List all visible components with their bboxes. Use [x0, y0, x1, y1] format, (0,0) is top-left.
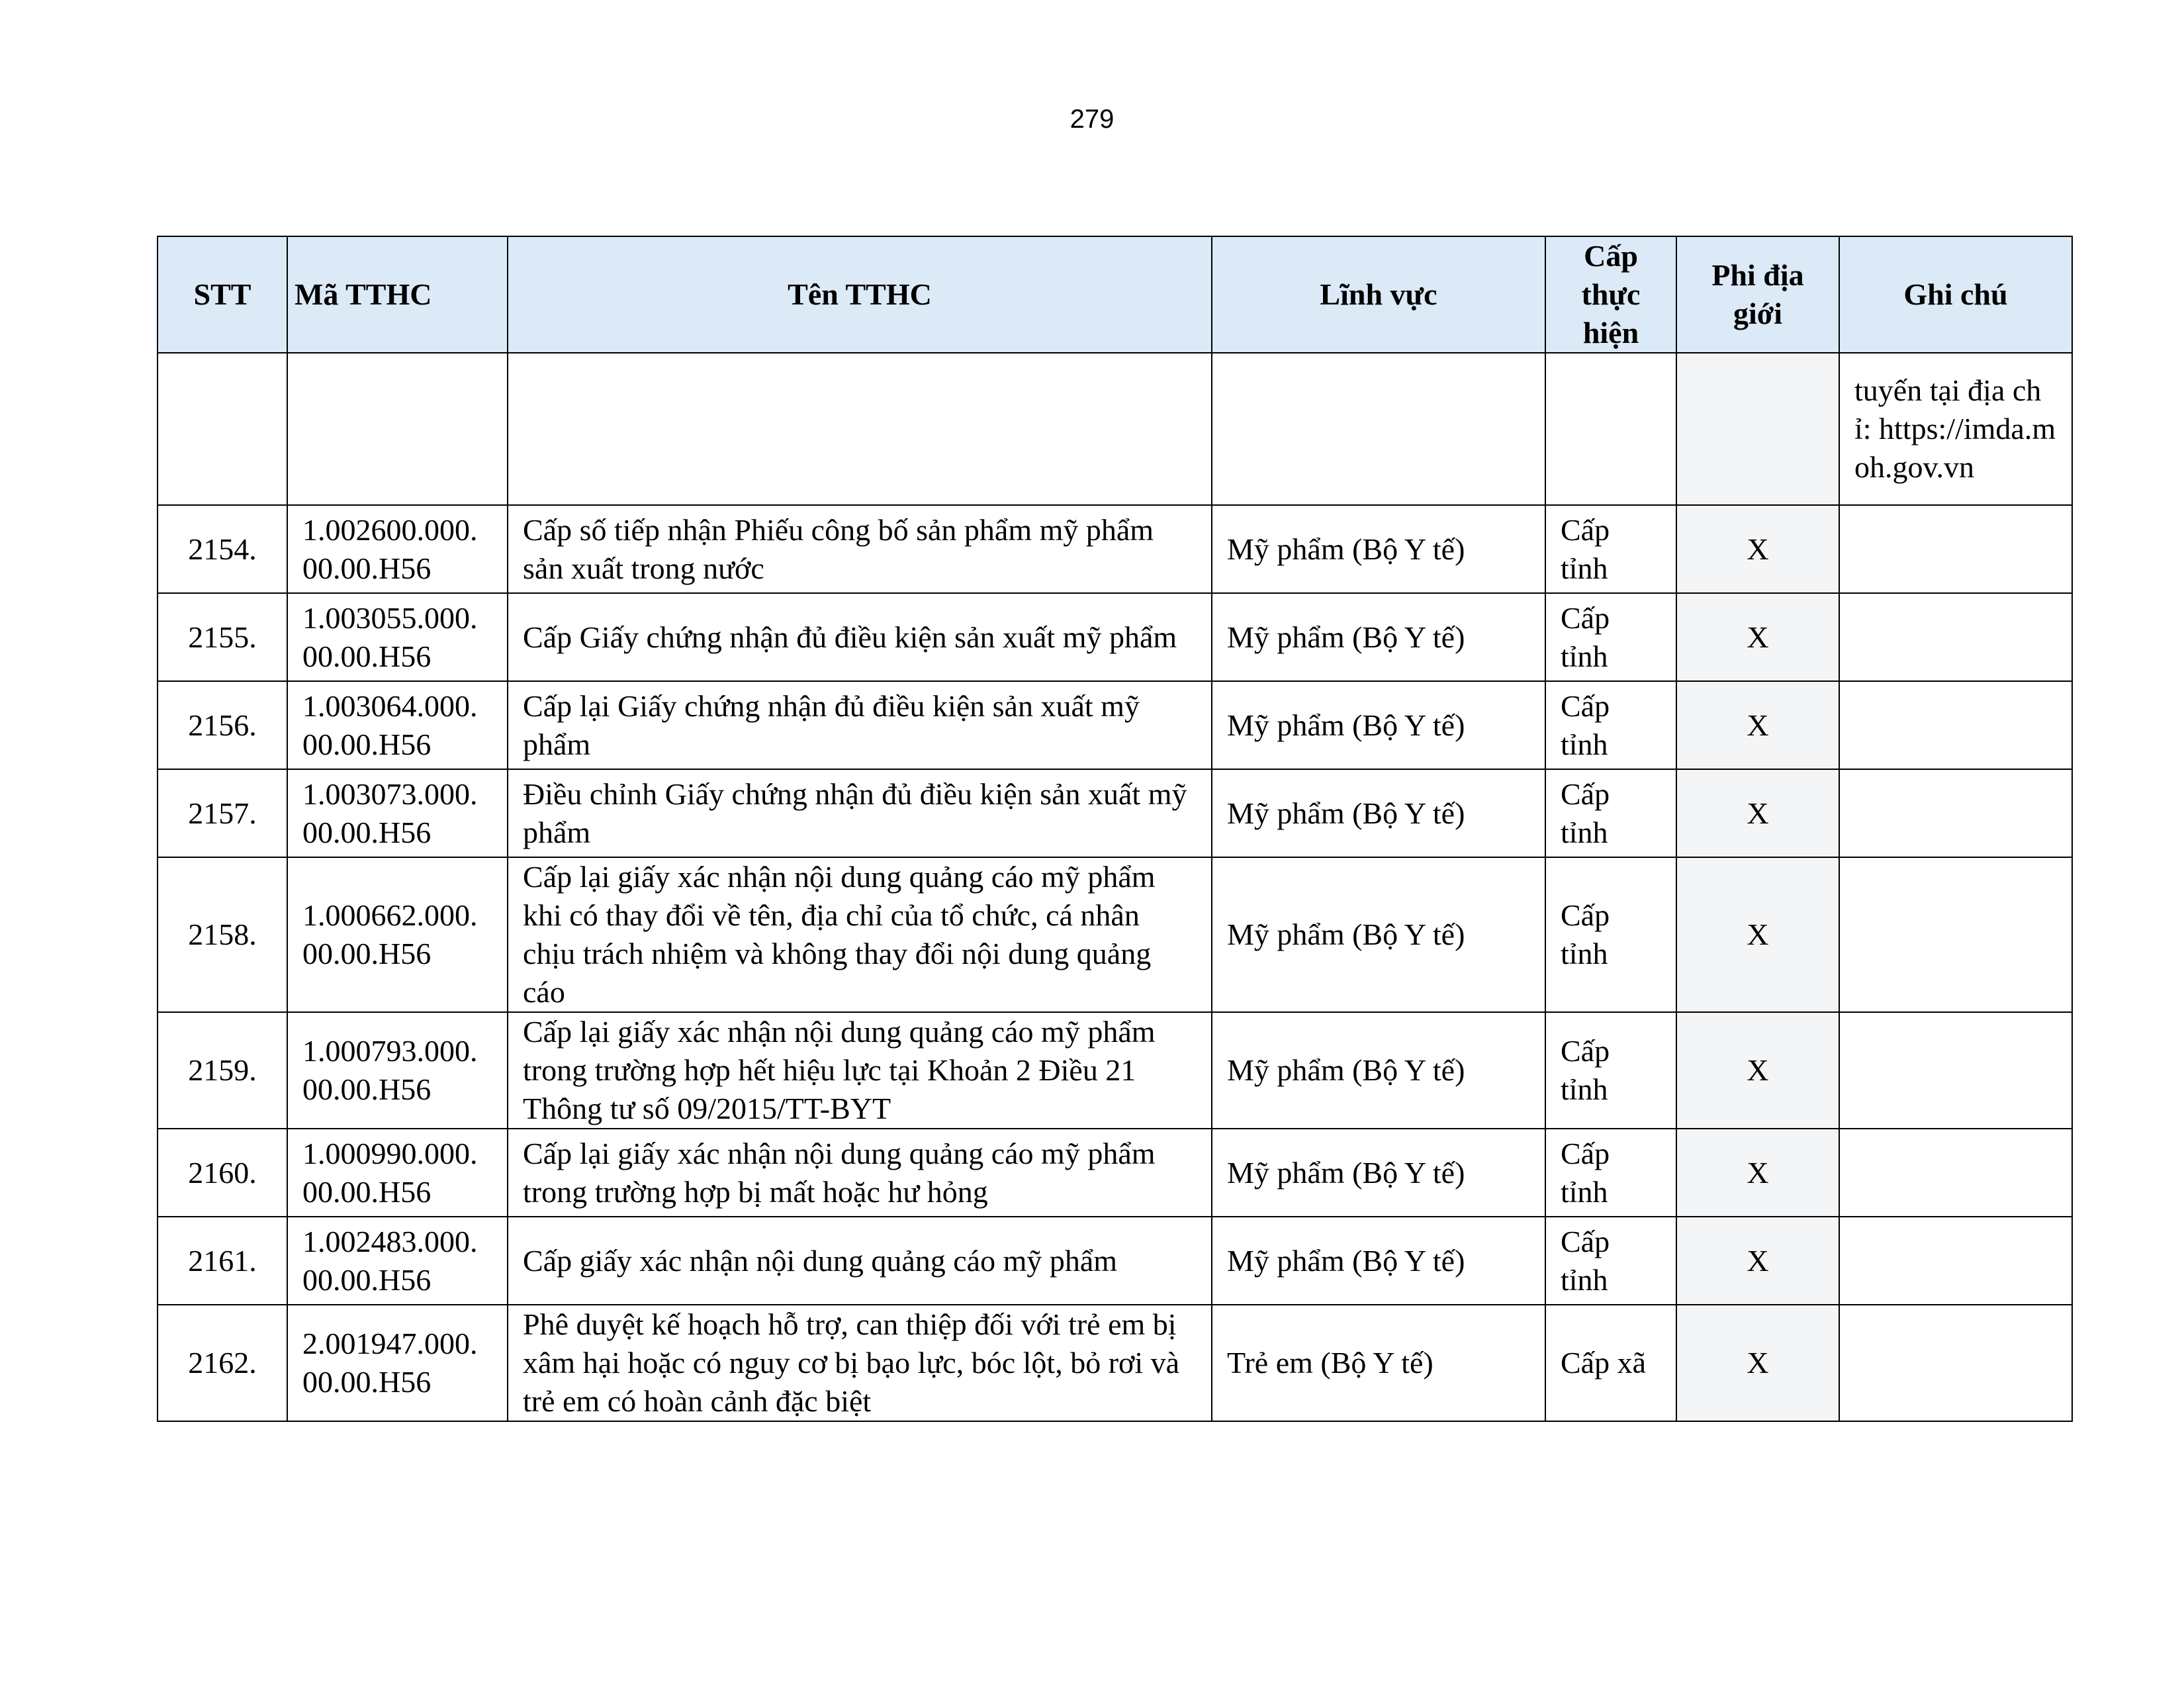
cell-phi-dia-gioi: X	[1676, 1217, 1839, 1305]
cell-cap-thuc-hien: Cấp tỉnh	[1545, 1217, 1676, 1305]
cell-linh-vuc: Mỹ phẩm (Bộ Y tế)	[1212, 1129, 1545, 1217]
cell-ten-tthc: Cấp lại giấy xác nhận nội dung quảng cáo mỹ phẩm trong trường hợp bị mất hoặc hư hỏng	[508, 1129, 1212, 1217]
table-row	[158, 593, 2072, 681]
page-number: 279	[1069, 105, 1115, 134]
cell-stt: 2156.	[158, 681, 287, 769]
table-row	[158, 1012, 2072, 1129]
cell-ghi-chu	[1839, 1305, 2072, 1421]
cell-cap-thuc-hien: Cấp tỉnh	[1545, 1129, 1676, 1217]
cell-ten-tthc: Cấp Giấy chứng nhận đủ điều kiện sản xuất mỹ phẩm	[508, 593, 1212, 681]
table-header-row	[158, 236, 2072, 353]
table-cell	[508, 353, 1212, 505]
header-ma-tthc: Mã TTHC	[287, 236, 508, 353]
cell-ten-tthc: Cấp lại giấy xác nhận nội dung quảng cáo mỹ phẩm trong trường hợp hết hiệu lực tại Khoản 2 Điều 21 Thông tư số 09/2015/TT-BYT	[508, 1012, 1212, 1129]
table-cell	[1676, 353, 1839, 505]
cell-linh-vuc: Mỹ phẩm (Bộ Y tế)	[1212, 769, 1545, 857]
cell-cap-thuc-hien: Cấp xã	[1545, 1305, 1676, 1421]
table-cell	[1545, 353, 1676, 505]
table-row	[158, 681, 2072, 769]
continuation-note: tuyến tại địa chỉ: https://imda.moh.gov.vn	[1839, 353, 2072, 505]
cell-ghi-chu	[1839, 505, 2072, 593]
table-row	[158, 857, 2072, 1012]
cell-ghi-chu	[1839, 1012, 2072, 1129]
procedures-table	[157, 236, 2073, 1422]
cell-ten-tthc: Cấp giấy xác nhận nội dung quảng cáo mỹ phẩm	[508, 1217, 1212, 1305]
cell-ghi-chu	[1839, 593, 2072, 681]
cell-ma-tthc: 1.003073.000.00.00.H56	[287, 769, 508, 857]
table-cell	[158, 353, 287, 505]
cell-ten-tthc: Cấp lại Giấy chứng nhận đủ điều kiện sản xuất mỹ phẩm	[508, 681, 1212, 769]
cell-linh-vuc: Trẻ em (Bộ Y tế)	[1212, 1305, 1545, 1421]
cell-ma-tthc: 1.003064.000.00.00.H56	[287, 681, 508, 769]
table-cell	[1212, 353, 1545, 505]
cell-phi-dia-gioi: X	[1676, 1012, 1839, 1129]
cell-stt: 2159.	[158, 1012, 287, 1129]
continuation-row	[158, 353, 2072, 505]
table-row	[158, 1217, 2072, 1305]
header-linh-vuc: Lĩnh vực	[1212, 236, 1545, 353]
cell-stt: 2155.	[158, 593, 287, 681]
cell-phi-dia-gioi: X	[1676, 1305, 1839, 1421]
cell-phi-dia-gioi: X	[1676, 593, 1839, 681]
cell-ten-tthc: Cấp số tiếp nhận Phiếu công bố sản phẩm mỹ phẩm sản xuất trong nước	[508, 505, 1212, 593]
cell-cap-thuc-hien: Cấp tỉnh	[1545, 593, 1676, 681]
cell-stt: 2158.	[158, 857, 287, 1012]
cell-ghi-chu	[1839, 857, 2072, 1012]
cell-ma-tthc: 1.002600.000.00.00.H56	[287, 505, 508, 593]
cell-cap-thuc-hien: Cấp tỉnh	[1545, 769, 1676, 857]
cell-stt: 2160.	[158, 1129, 287, 1217]
cell-phi-dia-gioi: X	[1676, 505, 1839, 593]
table-row	[158, 769, 2072, 857]
cell-ghi-chu	[1839, 1217, 2072, 1305]
cell-cap-thuc-hien: Cấp tỉnh	[1545, 681, 1676, 769]
cell-ghi-chu	[1839, 1129, 2072, 1217]
cell-ma-tthc: 1.000793.000.00.00.H56	[287, 1012, 508, 1129]
cell-ma-tthc: 1.000990.000.00.00.H56	[287, 1129, 508, 1217]
header-ten-tthc: Tên TTHC	[508, 236, 1212, 353]
cell-ma-tthc: 2.001947.000.00.00.H56	[287, 1305, 508, 1421]
cell-cap-thuc-hien: Cấp tỉnh	[1545, 857, 1676, 1012]
cell-stt: 2161.	[158, 1217, 287, 1305]
cell-phi-dia-gioi: X	[1676, 769, 1839, 857]
cell-cap-thuc-hien: Cấp tỉnh	[1545, 1012, 1676, 1129]
cell-linh-vuc: Mỹ phẩm (Bộ Y tế)	[1212, 1012, 1545, 1129]
cell-linh-vuc: Mỹ phẩm (Bộ Y tế)	[1212, 505, 1545, 593]
header-cap-thuc-hien: Cấp thực hiện	[1545, 236, 1676, 353]
cell-linh-vuc: Mỹ phẩm (Bộ Y tế)	[1212, 681, 1545, 769]
cell-stt: 2154.	[158, 505, 287, 593]
cell-cap-thuc-hien: Cấp tỉnh	[1545, 505, 1676, 593]
table-row	[158, 1305, 2072, 1421]
table-row	[158, 1129, 2072, 1217]
cell-phi-dia-gioi: X	[1676, 681, 1839, 769]
cell-ten-tthc: Phê duyệt kế hoạch hỗ trợ, can thiệp đối với trẻ em bị xâm hại hoặc có nguy cơ bị bạo lực, bóc lột, bỏ rơi và trẻ em có hoàn cảnh đặc biệt	[508, 1305, 1212, 1421]
cell-phi-dia-gioi: X	[1676, 857, 1839, 1012]
cell-ghi-chu	[1839, 681, 2072, 769]
cell-stt: 2162.	[158, 1305, 287, 1421]
cell-stt: 2157.	[158, 769, 287, 857]
header-stt: STT	[158, 236, 287, 353]
cell-linh-vuc: Mỹ phẩm (Bộ Y tế)	[1212, 857, 1545, 1012]
table-row	[158, 505, 2072, 593]
cell-ten-tthc: Cấp lại giấy xác nhận nội dung quảng cáo mỹ phẩm khi có thay đổi về tên, địa chỉ của tổ chức, cá nhân chịu trách nhiệm và không thay đổi nội dung quảng cáo	[508, 857, 1212, 1012]
header-ghi-chu: Ghi chú	[1839, 236, 2072, 353]
cell-ghi-chu	[1839, 769, 2072, 857]
cell-ma-tthc: 1.000662.000.00.00.H56	[287, 857, 508, 1012]
cell-phi-dia-gioi: X	[1676, 1129, 1839, 1217]
cell-ten-tthc: Điều chỉnh Giấy chứng nhận đủ điều kiện sản xuất mỹ phẩm	[508, 769, 1212, 857]
cell-ma-tthc: 1.003055.000.00.00.H56	[287, 593, 508, 681]
table-cell	[287, 353, 508, 505]
header-phi-dia-gioi: Phi địa giới	[1676, 236, 1839, 353]
cell-linh-vuc: Mỹ phẩm (Bộ Y tế)	[1212, 593, 1545, 681]
cell-ma-tthc: 1.002483.000.00.00.H56	[287, 1217, 508, 1305]
cell-linh-vuc: Mỹ phẩm (Bộ Y tế)	[1212, 1217, 1545, 1305]
